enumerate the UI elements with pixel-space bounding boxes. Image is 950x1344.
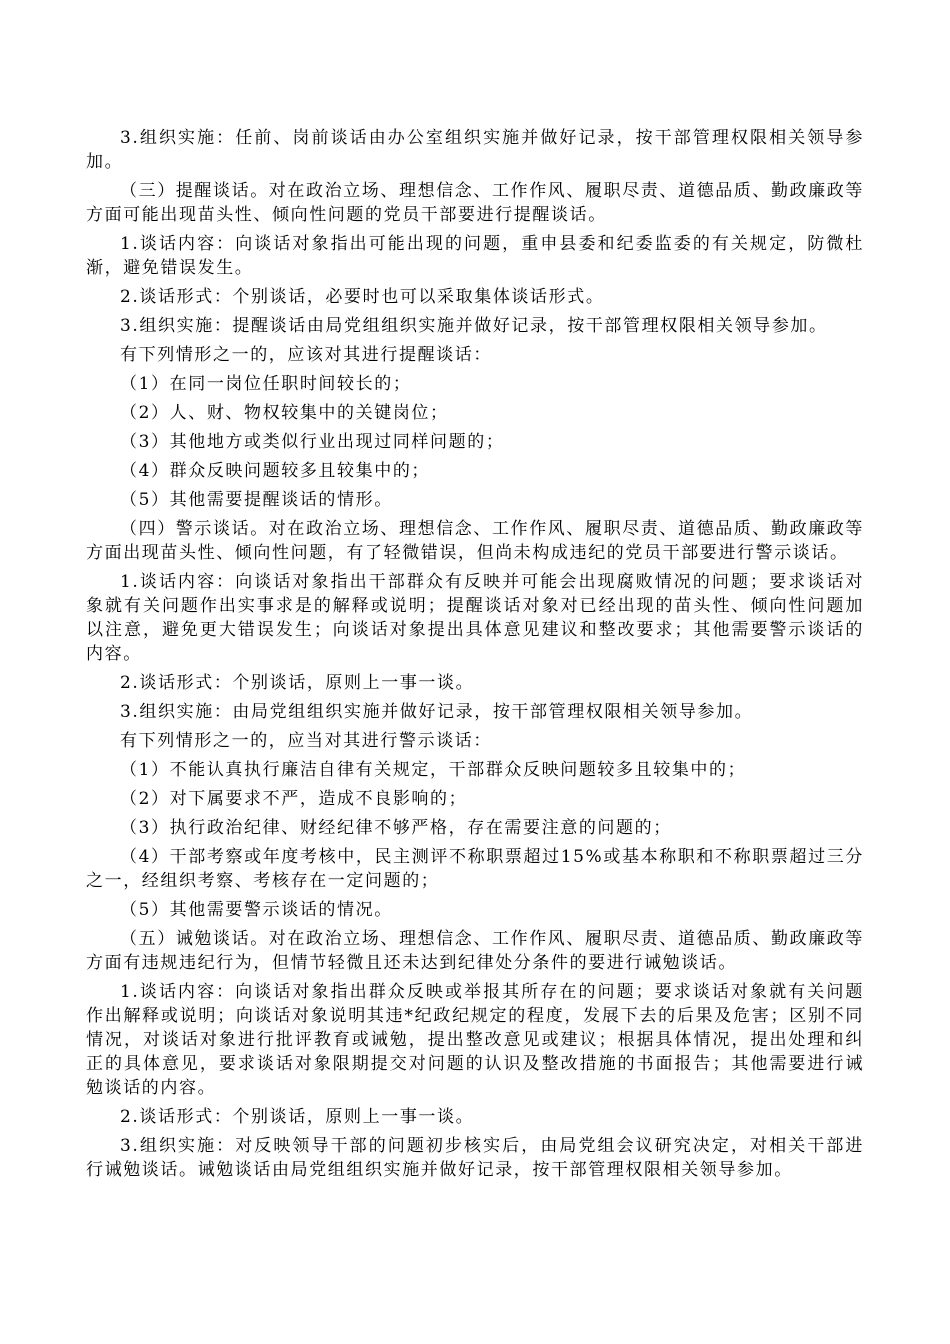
paragraph: 3.组织实施：对反映领导干部的问题初步核实后，由局党组会议研究决定，对相关干部进行诫勉谈话。诫勉谈话由局党组组织实施并做好记录，按干部管理权限相关领导参加。 — [86, 1136, 864, 1180]
paragraph: 3.组织实施：提醒谈话由局党组组织实施并做好记录，按干部管理权限相关领导参加。 — [120, 316, 828, 336]
section-heading-reminder-talk: （三）提醒谈话。对在政治立场、理想信念、工作作风、履职尽责、道德品质、勤政廉政等方面可能出现苗头性、倾向性问题的党员干部要进行提醒谈话。 — [86, 181, 864, 225]
section-heading-admonition-talk: （五）诫勉谈话。对在政治立场、理想信念、工作作风、履职尽责、道德品质、勤政廉政等方面有违规违纪行为，但情节轻微且还未达到纪律处分条件的要进行诫勉谈话。 — [86, 929, 864, 973]
list-item: （4）干部考察或年度考核中，民主测评不称职票超过15%或基本称职和不称职票超过三分之一，经组织考察、考核存在一定问题的； — [86, 847, 864, 891]
paragraph: 1.谈话内容：向谈话对象指出群众反映或举报其所存在的问题；要求谈话对象就有关问题作出解释或说明；向谈话对象说明其违*纪政纪规定的程度，发展下去的后果及危害；区别不同情况，对谈话对象进行批评教育或诫勉，提出整改意见或建议；根据具体情况，提出处理和纠正的具体意见，要求谈话对象限期提交对问题的认识及整改措施的书面报告；其他需要进行诫勉谈话的内容。 — [86, 982, 864, 1098]
list-item: （2）对下属要求不严，造成不良影响的； — [120, 789, 468, 809]
list-item: （4）群众反映问题较多且较集中的； — [120, 461, 431, 481]
list-item: （3）其他地方或类似行业出现过同样问题的； — [120, 432, 505, 452]
paragraph: 3.组织实施：任前、岗前谈话由办公室组织实施并做好记录，按干部管理权限相关领导参加。 — [86, 128, 864, 172]
document-body — [86, 126, 864, 1187]
list-item: （5）其他需要提醒谈话的情形。 — [120, 490, 393, 510]
paragraph: 2.谈话形式：个别谈话，原则上一事一谈。 — [120, 1107, 475, 1127]
list-item: （1）不能认真执行廉洁自律有关规定，干部群众反映问题较多且较集中的； — [120, 760, 747, 780]
paragraph: 有下列情形之一的，应当对其进行警示谈话： — [120, 731, 492, 751]
paragraph: 有下列情形之一的，应该对其进行提醒谈话： — [120, 345, 492, 365]
paragraph: 1.谈话内容：向谈话对象指出干部群众有反映并可能会出现腐败情况的问题；要求谈话对象就有关问题作出实事求是的解释或说明；提醒谈话对象对已经出现的苗头性、倾向性问题加以注意，避免更大错误发生；向谈话对象提出具体意见建议和整改要求；其他需要警示谈话的内容。 — [86, 572, 864, 664]
list-item: （2）人、财、物权较集中的关键岗位； — [120, 403, 449, 423]
paragraph: 3.组织实施：由局党组组织实施并做好记录，按干部管理权限相关领导参加。 — [120, 702, 754, 722]
section-heading-warning-talk: （四）警示谈话。对在政治立场、理想信念、工作作风、履职尽责、道德品质、勤政廉政等方面出现苗头性、倾向性问题，有了轻微错误，但尚未构成违纪的党员干部要进行警示谈话。 — [86, 519, 864, 563]
paragraph: 2.谈话形式：个别谈话，必要时也可以采取集体谈话形式。 — [120, 287, 605, 307]
list-item: （1）在同一岗位任职时间较长的； — [120, 374, 412, 394]
paragraph: 1.谈话内容：向谈话对象指出可能出现的问题，重申县委和纪委监委的有关规定，防微杜渐，避免错误发生。 — [86, 234, 864, 278]
list-item: （3）执行政治纪律、财经纪律不够严格，存在需要注意的问题的； — [120, 818, 672, 838]
paragraph: 2.谈话形式：个别谈话，原则上一事一谈。 — [120, 673, 475, 693]
list-item: （5）其他需要警示谈话的情况。 — [120, 900, 393, 920]
